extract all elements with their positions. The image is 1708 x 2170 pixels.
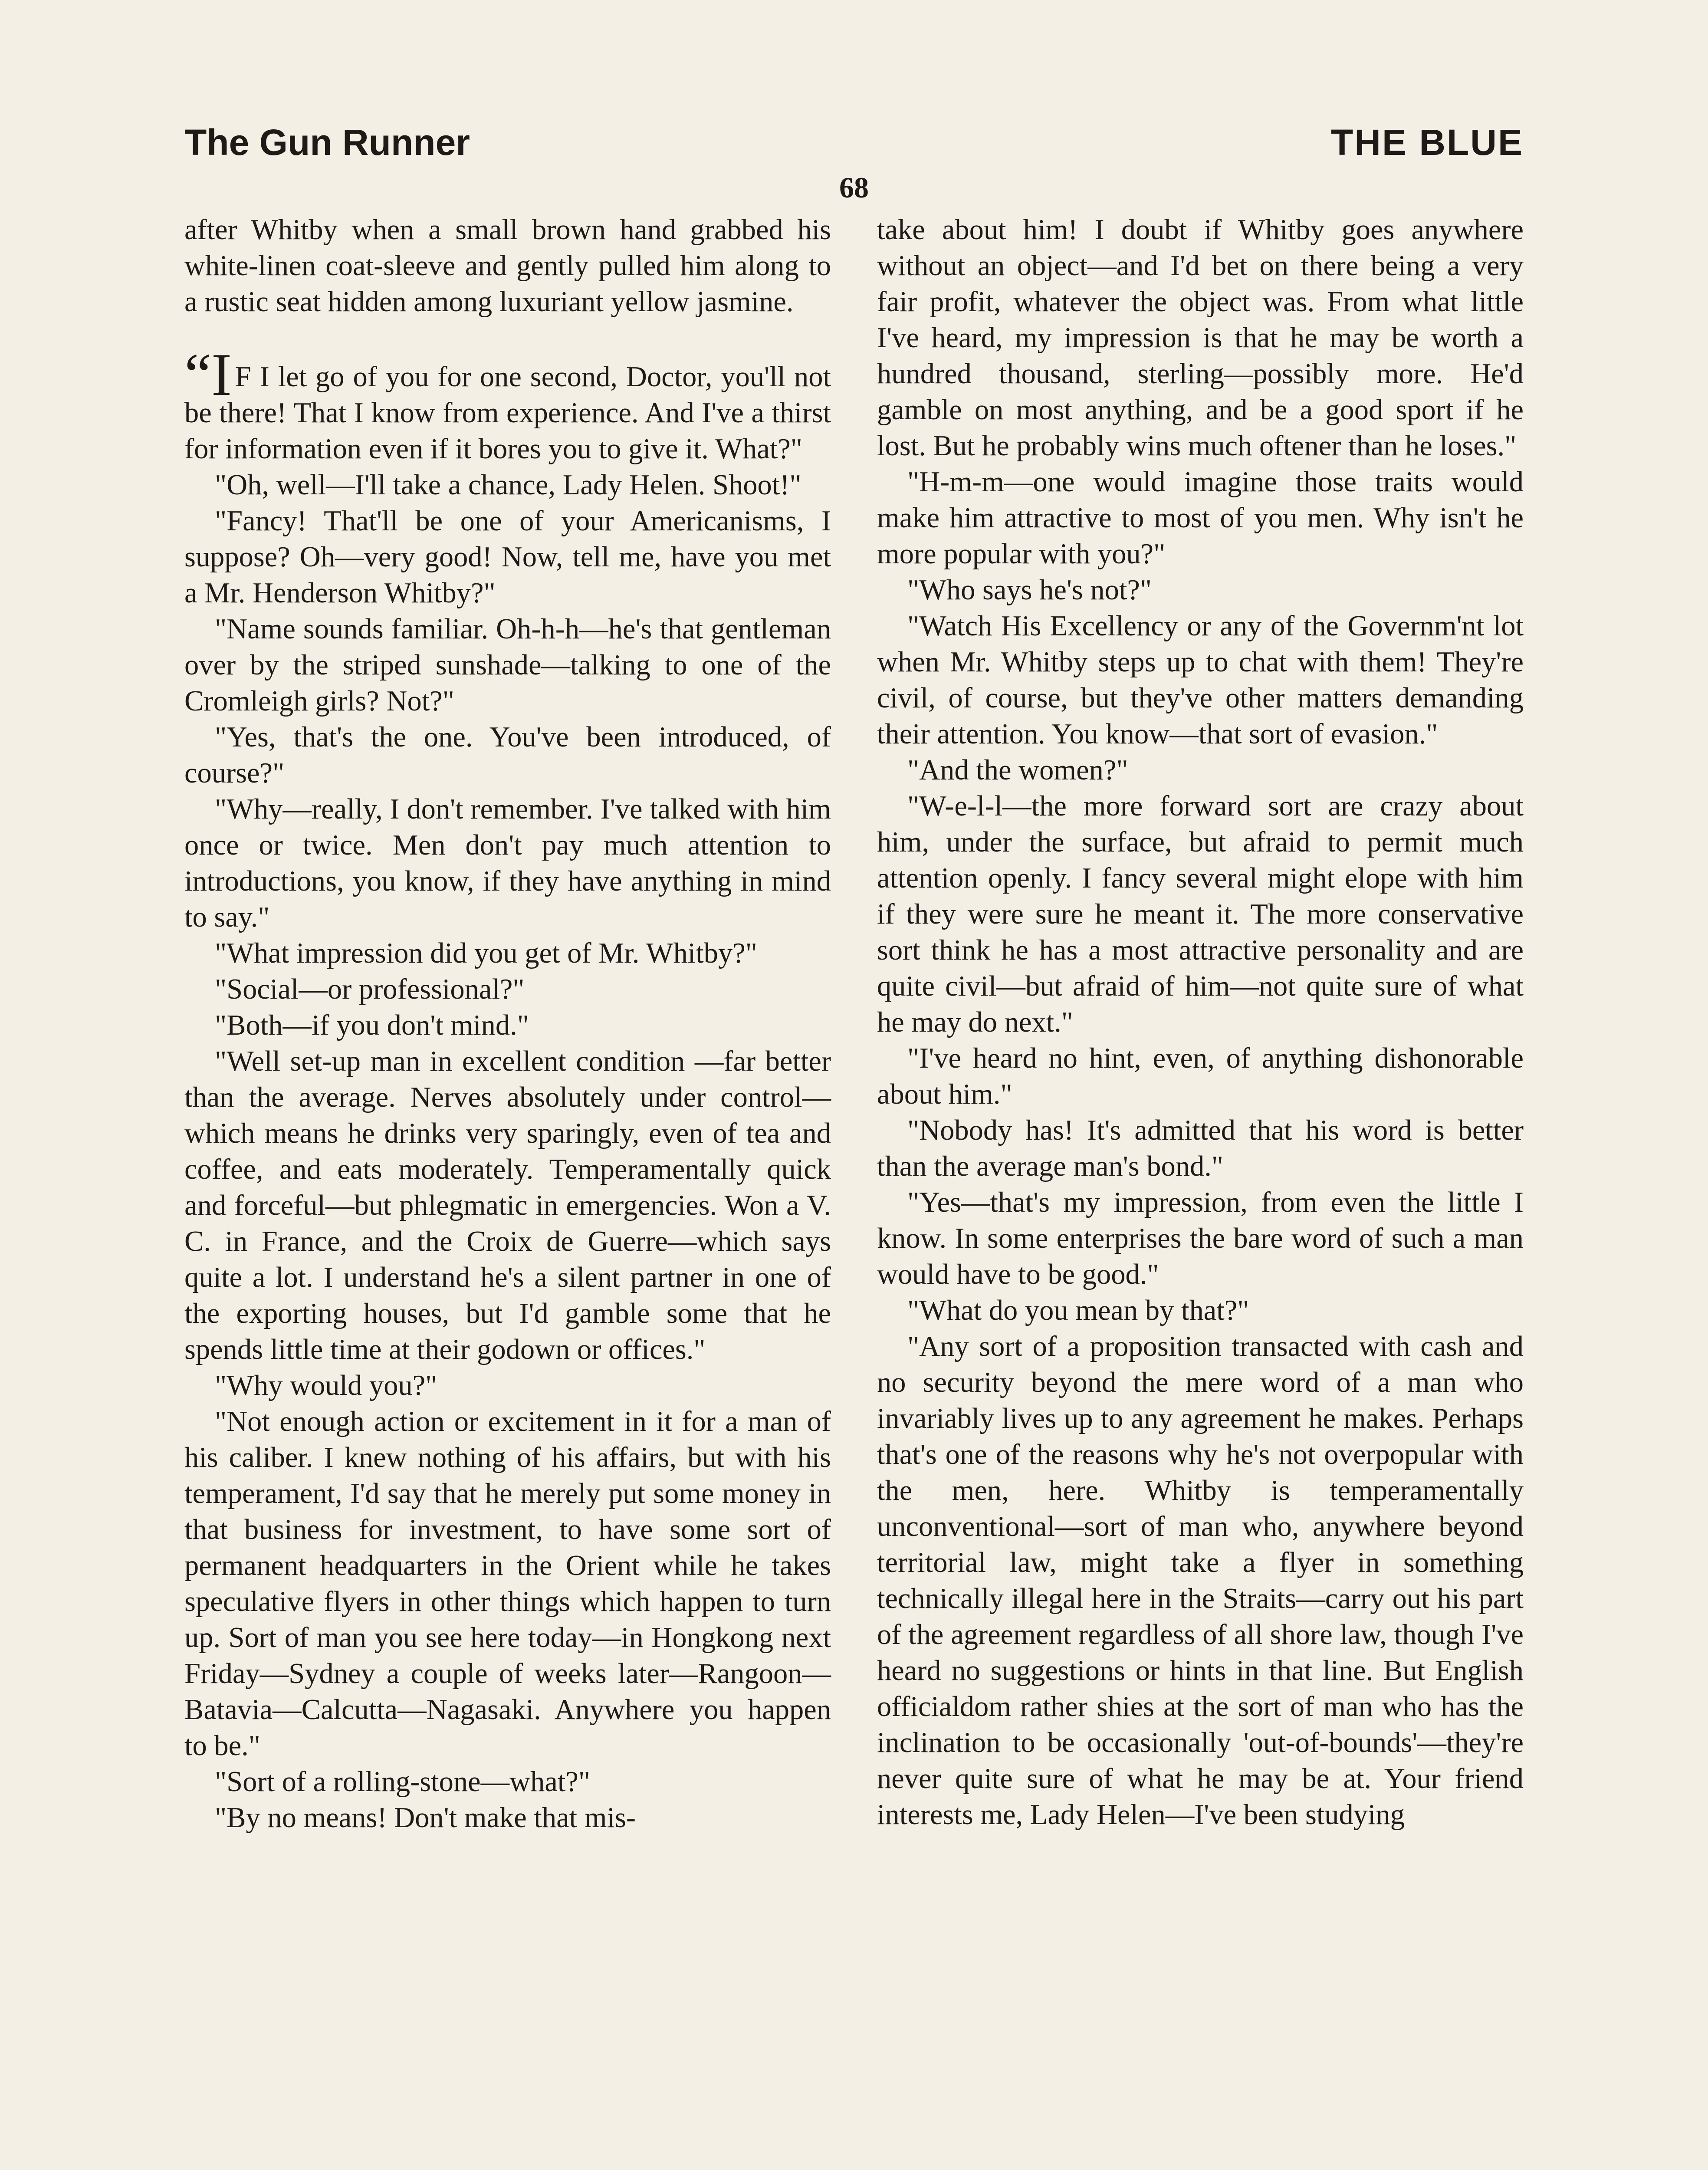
paragraph: "Fancy! That'll be one of your Americanisms, I suppose? Oh—very good! Now, tell me, have you met a Mr. Henderson Whitby?"	[184, 505, 831, 609]
paragraph: "I've heard no hint, even, of anything dishonorable about him."	[877, 1042, 1524, 1110]
paragraph: "Yes—that's my impression, from even the little I know. In some enterprises the bare word of such a man would have to be good."	[877, 1187, 1524, 1290]
paragraph: "What do you mean by that?"	[907, 1295, 1249, 1326]
paragraph: after Whitby when a small brown hand grabbed his white-linen coat-sleeve and gently pulled him along to a rustic seat hidden among luxuriant yellow jasmine.	[184, 214, 831, 318]
paragraph: "Oh, well—I'll take a chance, Lady Helen. Shoot!"	[215, 469, 801, 501]
paragraph: "H-m-m—one would imagine those traits would make him attractive to most of you men. Why isn't he more popular with you?"	[877, 466, 1524, 570]
paragraph-text: F I let go of you for one second, Doctor, you'll not be there! That I know from experience. And I've a thirst for information even if it bores you to give it. What?"	[184, 361, 831, 465]
paragraph: "Not enough action or excitement in it for a man of his caliber. I knew nothing of his affairs, but with his temperament, I'd say that he merely put some money in that business for investment, to have some sort of permanent headquarters in the Orient while he takes speculative flyers in other things which happen to turn up. Sort of man you see here today—in Hongkong next Friday—Sydney a couple of weeks later—Rangoon—Batavia—Calcutta—Nagasaki. Anywhere you happen to be."	[184, 1406, 831, 1762]
paragraph: "Why—really, I don't remember. I've talked with him once or twice. Men don't pay much attention to introductions, you know, if they have anything in mind to say."	[184, 793, 831, 933]
paragraph: "Who says he's not?"	[907, 574, 1152, 606]
drop-cap-quote: “	[184, 341, 212, 408]
paragraph: "Well set-up man in excellent condition —far better than the average. Nerves absolutely under control—which means he drinks very sparingly, even of tea and coffee, and eats moderately. Temperamentally quick and forceful—but phlegmatic in emergencies. Won a V. C. in France, and the Croix de Guerre—which says quite a lot. I understand he's a silent partner in one of the exporting houses, but I'd gamble some that he spends little time at their godown or offices."	[184, 1046, 831, 1365]
paragraph: "W-e-l-l—the more forward sort are crazy about him, under the surface, but afraid to permit much attention openly. I fancy several might elope with him if they were sure he meant it. The more conservative sort think he has a most attractive personality and are quite civil—but afraid of him—not quite sure of what he may do next."	[877, 790, 1524, 1038]
running-title-left: The Gun Runner	[184, 122, 470, 163]
paragraph: "Yes, that's the one. You've been introduced, of course?"	[184, 721, 831, 789]
paragraph: "And the women?"	[907, 754, 1128, 786]
paragraph: "Name sounds familiar. Oh-h-h—he's that gentleman over by the striped sunshade—talking to one of the Cromleigh girls? Not?"	[184, 613, 831, 717]
paragraph: "By no means! Don't make that mis-	[215, 1802, 636, 1834]
paragraph: "Any sort of a proposition transacted with cash and no security beyond the mere word of a man who invariably lives up to any agreement he makes. Perhaps that's one of the reasons why he's not overpopular with the men, here. Whitby is temperamentally unconventional—sort of man who, anywhere beyond territorial law, might take a flyer in something technically illegal here in the Straits—carry out his part of the agreement regardless of all shore law, though I've heard no suggestions or hints in that line. But English officialdom rather shies at the sort of man who has the inclination to be occasionally 'out-of-bounds'—they're never quite sure of what he may be at. Your friend interests me, Lady Helen—I've been studying	[877, 1331, 1524, 1831]
text-columns	[184, 212, 1524, 2170]
left-column	[184, 212, 831, 2170]
section-start-paragraph	[184, 341, 831, 467]
paragraph: "Both—if you don't mind."	[215, 1009, 529, 1041]
drop-cap-letter: I	[211, 341, 232, 408]
paragraph: "Why would you?"	[215, 1370, 437, 1401]
paragraph: take about him! I doubt if Whitby goes anywhere without an object—and I'd bet on there being a very fair profit, whatever the object was. From what little I've heard, my impression is that he may be worth a hundred thousand, sterling—possibly more. He'd gamble on most anything, and be a good sport if he lost. But he probably wins much oftener than he loses."	[877, 214, 1524, 462]
paragraph: "What impression did you get of Mr. Whitby?"	[215, 937, 757, 969]
paragraph: "Social—or professional?"	[215, 973, 525, 1005]
page-number: 68	[839, 171, 869, 204]
running-title-right: THE BLUE	[1331, 122, 1524, 163]
paragraph: "Watch His Excellency or any of the Governm'nt lot when Mr. Whitby steps up to chat with them! They're civil, of course, but they've other matters demanding their attention. You know—that sort of evasion."	[877, 610, 1524, 750]
page-header	[184, 121, 1524, 177]
paragraph: "Sort of a rolling-stone—what?"	[215, 1766, 591, 1798]
right-column	[877, 212, 1524, 2170]
paragraph: "Nobody has! It's admitted that his word is better than the average man's bond."	[877, 1115, 1524, 1182]
